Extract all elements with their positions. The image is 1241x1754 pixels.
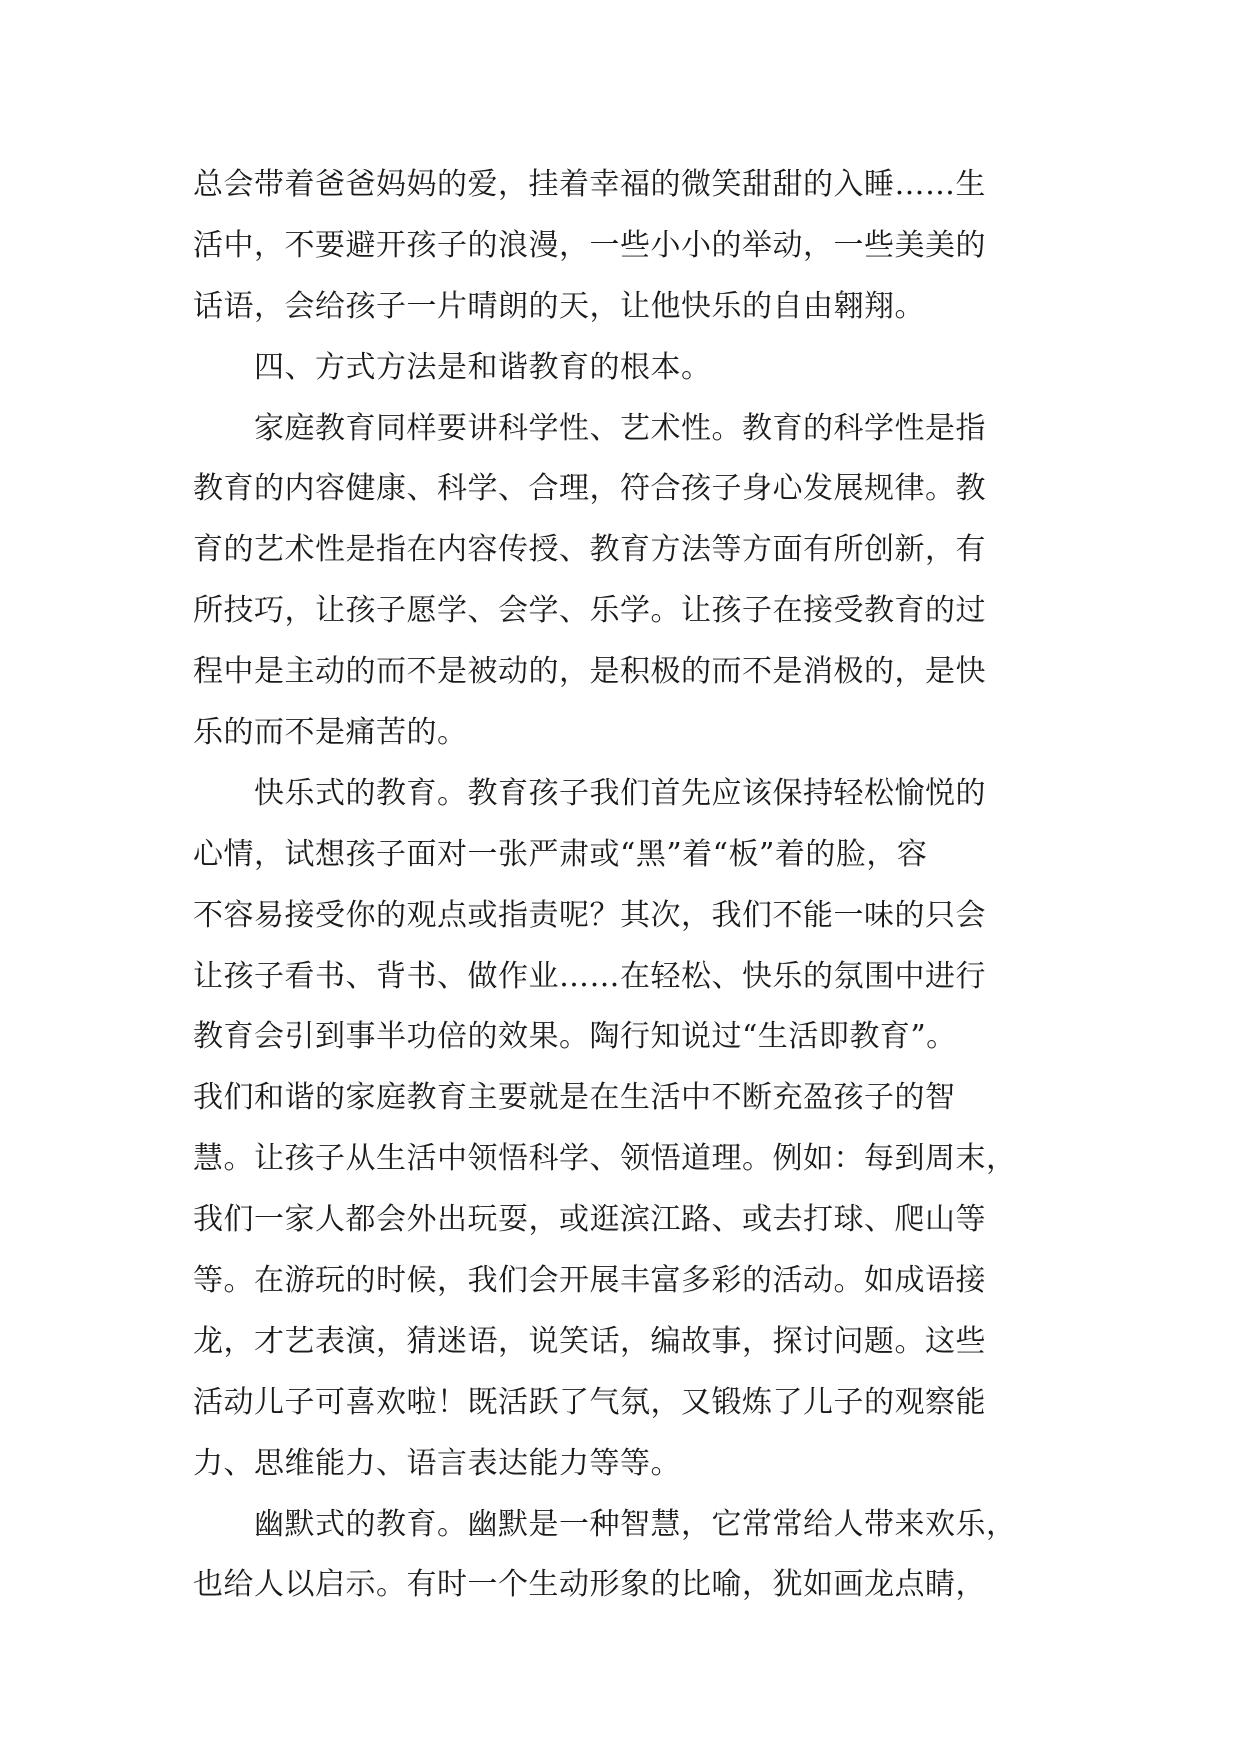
text-line: 活动儿子可喜欢啦！既活跃了气氛，又锻炼了儿子的观察能 (193, 1384, 986, 1420)
text-line: 心情，试想孩子面对一张严肃或“黑”着“板”着的脸，容 (193, 836, 928, 872)
section-heading (193, 338, 1063, 399)
text-line: 活中，不要避开孩子的浪漫，一些小小的举动，一些美美的 (193, 227, 986, 263)
text-line: 我们一家人都会外出玩耍，或逛滨江路、或去打球、爬山等 (193, 1202, 986, 1238)
text-line: 所技巧，让孩子愿学、会学、乐学。让孩子在接受教育的过 (193, 593, 986, 629)
text-line: 慧。让孩子从生活中领悟科学、领悟道理。例如：每到周末， (193, 1141, 1017, 1177)
text-line: 总会带着爸爸妈妈的爱，挂着幸福的微笑甜甜的入睡……生 (193, 167, 986, 202)
text-line: 教育会引到事半功倍的效果。陶行知说过“生活即教育”。 (193, 1019, 957, 1055)
paragraph (193, 764, 1063, 1495)
text-line: 我们和谐的家庭教育主要就是在生活中不断充盈孩子的智 (193, 1080, 956, 1116)
text-line: 力、思维能力、语言表达能力等等。 (193, 1445, 681, 1481)
text-line: 也给人以启示。有时一个生动形象的比喻，犹如画龙点睛， (193, 1567, 986, 1603)
text-line: 话语，会给孩子一片晴朗的天，让他快乐的自由翱翔。 (193, 288, 925, 324)
text-line: 教育的内容健康、科学、合理，符合孩子身心发展规律。教 (193, 471, 986, 507)
text-line: 乐的而不是痛苦的。 (193, 715, 468, 751)
paragraph (193, 399, 1063, 764)
text-line: 快乐式的教育。教育孩子我们首先应该保持轻松愉悦的 (193, 775, 986, 811)
text-line: 不容易接受你的观点或指责呢？其次，我们不能一味的只会 (193, 897, 986, 933)
document-body (193, 155, 1063, 1616)
text-line: 育的艺术性是指在内容传授、教育方法等方面有所创新，有 (193, 532, 986, 568)
paragraph (193, 1495, 1063, 1617)
text-line: 幽默式的教育。幽默是一种智慧，它常常给人带来欢乐， (193, 1506, 1017, 1542)
text-line: 四、方式方法是和谐教育的根本。 (193, 349, 712, 385)
text-line: 等。在游玩的时候，我们会开展丰富多彩的活动。如成语接 (193, 1263, 986, 1299)
text-line: 让孩子看书、背书、做作业……在轻松、快乐的氛围中进行 (193, 958, 986, 994)
paragraph (193, 155, 1063, 338)
text-line: 程中是主动的而不是被动的，是积极的而不是消极的，是快 (193, 654, 986, 690)
text-line: 家庭教育同样要讲科学性、艺术性。教育的科学性是指 (193, 410, 986, 446)
text-line: 龙，才艺表演，猜迷语，说笑话，编故事，探讨问题。这些 (193, 1323, 986, 1359)
